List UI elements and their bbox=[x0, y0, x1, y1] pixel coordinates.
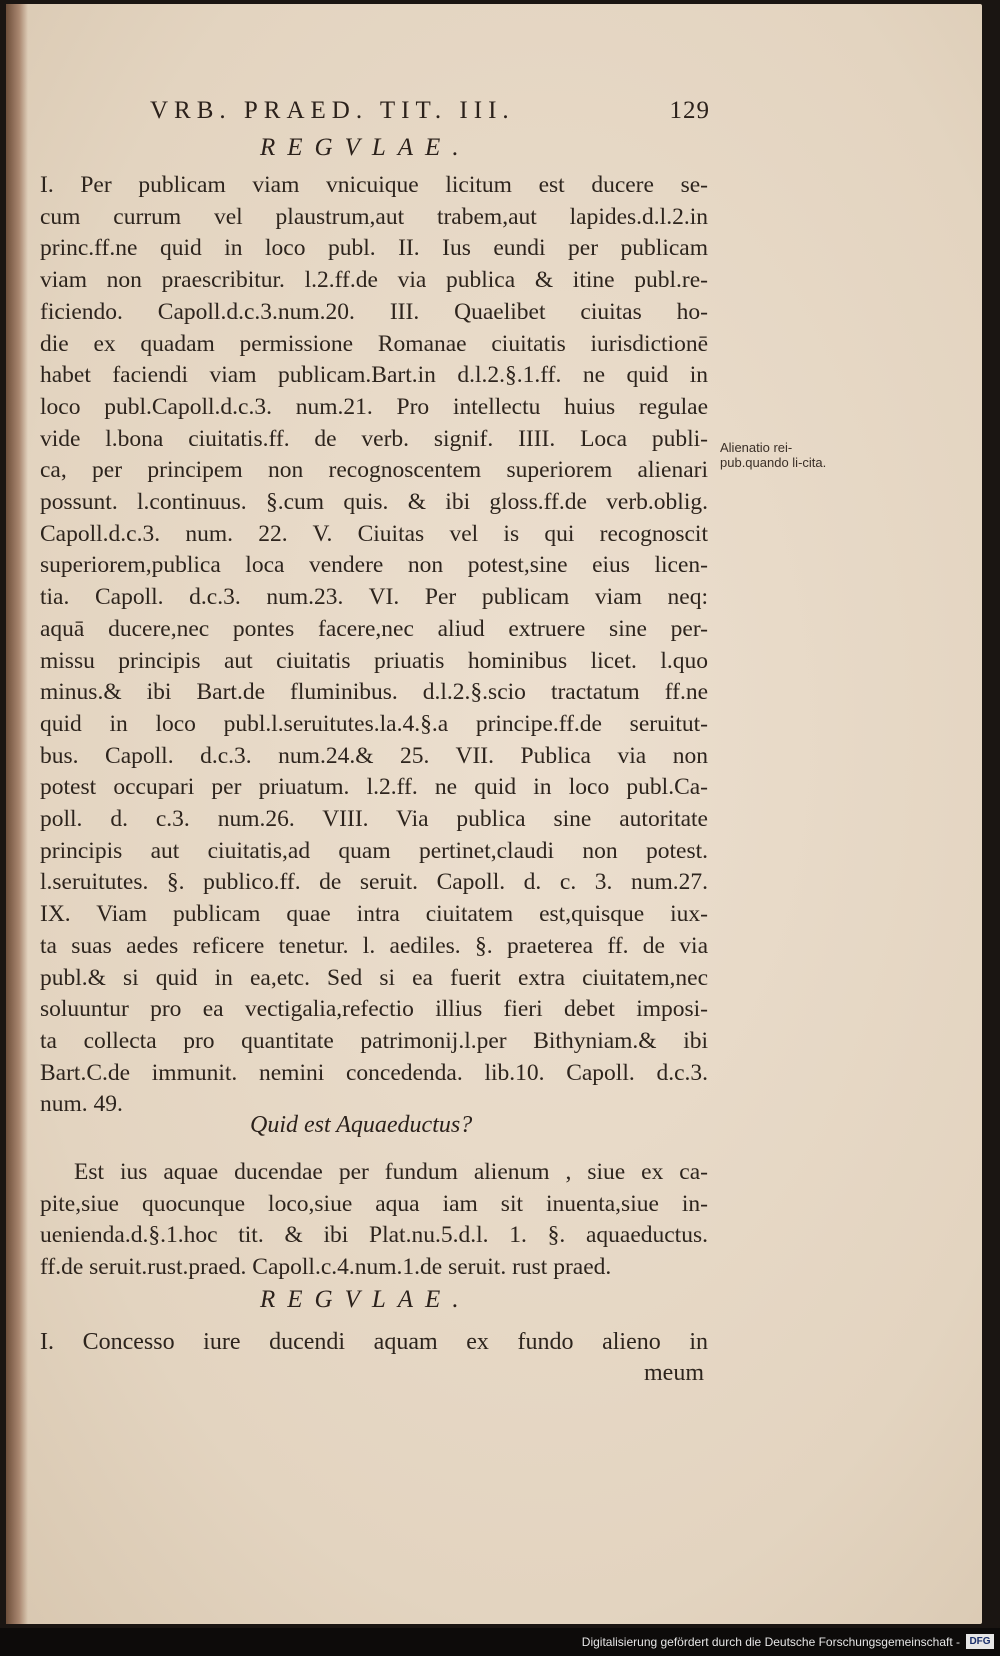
aquaeductus-definition bbox=[40, 1157, 708, 1284]
dfg-logo: DFG bbox=[966, 1634, 994, 1649]
text-line: ficiendo. Capoll.d.c.3.num.20. III. Quaelibet ciuitas ho- bbox=[40, 298, 708, 325]
text-line: ff.de seruit.rust.praed. Capoll.c.4.num.1.de seruit. rust praed. bbox=[40, 1254, 612, 1281]
book-spine-shadow bbox=[6, 4, 28, 1624]
text-line: ta suas aedes reficere tenetur. l. aediles. §. praeterea ff. de via bbox=[40, 932, 708, 959]
running-head-title: VRB. PRAED. TIT. III. bbox=[150, 97, 515, 124]
text-line: viam non praescribitur. l.2.ff.de via publica & itine publ.re- bbox=[40, 267, 708, 294]
text-line: possunt. l.continuus. §.cum quis. & ibi gloss.ff.de verb.oblig. bbox=[40, 489, 708, 516]
text-line: tia. Capoll. d.c.3. num.23. VI. Per publicam viam neq: bbox=[40, 584, 708, 611]
text-line: IX. Viam publicam quae intra ciuitatem est,quisque iux- bbox=[40, 901, 708, 928]
catchword: meum bbox=[644, 1360, 704, 1386]
text-line: quid in loco publ.l.seruitutes.la.4.§.a principe.ff.de seruitut- bbox=[40, 710, 708, 737]
text-line: superiorem,publica loca vendere non potest,sine eius licen- bbox=[40, 552, 708, 579]
text-line: l.seruitutes. §. publico.ff. de seruit. Capoll. d. c. 3. num.27. bbox=[40, 869, 708, 896]
footer-credit: Digitalisierung gefördert durch die Deutsche Forschungsgemeinschaft - bbox=[581, 1635, 960, 1649]
text-line: poll. d. c.3. num.26. VIII. Via publica sine autoritate bbox=[40, 806, 708, 833]
text-line: cum currum vel plaustrum,aut trabem,aut lapides.d.l.2.in bbox=[40, 203, 708, 230]
text-line: Bart.C.de immunit. nemini concedenda. lib.10. Capoll. d.c.3. bbox=[40, 1059, 708, 1086]
text-line: ta collecta pro quantitate patrimonij.l.per Bithyniam.& ibi bbox=[40, 1027, 708, 1054]
text-line: aquā ducere,nec pontes facere,nec aliud extruere sine per- bbox=[40, 615, 708, 642]
text-line: Capoll.d.c.3. num. 22. V. Ciuitas vel is qui recognoscit bbox=[40, 520, 708, 547]
text-line: pite,siue quocunque loco,siue aqua iam sit inuenta,siue in- bbox=[40, 1190, 708, 1217]
text-line: num. 49. bbox=[40, 1091, 123, 1118]
question-heading: Quid est Aquaeductus? bbox=[250, 1112, 473, 1138]
marginal-note: Alienatio rei-pub.quando li-cita. bbox=[720, 440, 827, 470]
text-line: uenienda.d.§.1.hoc tit. & ibi Plat.nu.5.d.l. 1. §. aquaeductus. bbox=[40, 1222, 708, 1249]
final-rule bbox=[40, 1326, 708, 1358]
text-line: die ex quadam permissione Romanae ciuitatis iurisdictionē bbox=[40, 330, 708, 357]
text-line: vide l.bona ciuitatis.ff. de verb. signif. IIII. Loca publi- bbox=[40, 425, 708, 452]
final-rule-line: I. Concesso iure ducendi aquam ex fundo alieno in bbox=[40, 1329, 708, 1355]
text-line: missu principis aut ciuitatis priuatis hominibus licet. l.quo bbox=[40, 647, 708, 674]
text-line: princ.ff.ne quid in loco publ. II. Ius eundi per publicam bbox=[40, 235, 708, 262]
text-line: bus. Capoll. d.c.3. num.24.& 25. VII. Publica via non bbox=[40, 742, 708, 769]
text-line: minus.& ibi Bart.de fluminibus. d.l.2.§.scio tractatum ff.ne bbox=[40, 679, 708, 706]
page-number: 129 bbox=[669, 97, 710, 124]
body-text-block bbox=[40, 170, 708, 1121]
text-line: ca, per principem non recognoscentem superiorem alienari bbox=[40, 457, 708, 484]
text-line: publ.& si quid in ea,etc. Sed si ea fuerit extra ciuitatem,nec bbox=[40, 964, 708, 991]
section-heading-regulae-2: REGVLAE. bbox=[260, 1286, 471, 1313]
text-line: loco publ.Capoll.d.c.3. num.21. Pro intellectu huius regulae bbox=[40, 393, 708, 420]
text-line: I. Per publicam viam vnicuique licitum est ducere se- bbox=[40, 172, 708, 198]
text-line: habet faciendi viam publicam.Bart.in d.l.2.§.1.ff. ne quid in bbox=[40, 362, 708, 389]
text-line: potest occupari per priuatum. l.2.ff. ne quid in loco publ.Ca- bbox=[40, 774, 708, 801]
text-line: soluuntur pro ea vectigalia,refectio illius fieri debet imposi- bbox=[40, 996, 708, 1023]
text-line: Est ius aquae ducendae per fundum alienum , siue ex ca- bbox=[74, 1159, 708, 1185]
section-heading-regulae: REGVLAE. bbox=[260, 134, 471, 161]
text-line: principis aut ciuitatis,ad quam pertinet,claudi non potest. bbox=[40, 837, 708, 864]
